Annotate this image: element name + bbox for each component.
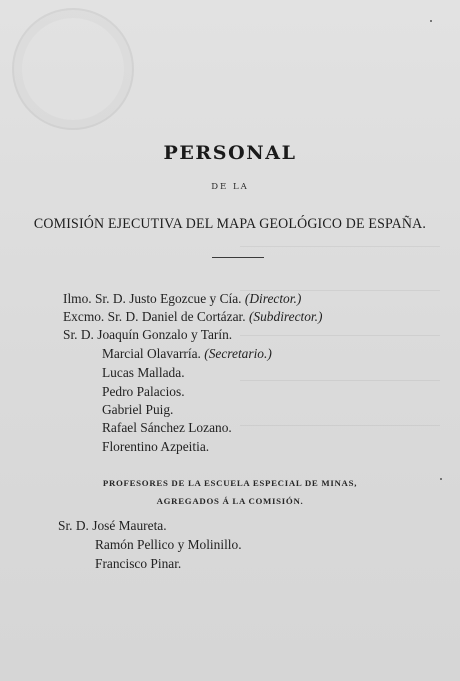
personnel-name: Florentino Azpeitia.	[102, 439, 210, 454]
personnel-entry	[102, 402, 173, 418]
professors-heading-line1: PROFESORES DE LA ESCUELA ESPECIAL DE MINAS,	[102, 478, 358, 488]
bleed-through-line	[240, 425, 440, 426]
personnel-role: (Subdirector.)	[248, 309, 323, 324]
personnel-entry	[102, 346, 272, 362]
bleed-through-line	[240, 335, 440, 336]
professors-heading-line2: AGREGADOS Á LA COMISIÓN.	[156, 496, 304, 506]
title-connector: DE LA	[211, 182, 249, 192]
personnel-name: Pedro Palacios.	[102, 384, 185, 399]
personnel-role: (Secretario.)	[204, 346, 272, 361]
faded-library-stamp	[12, 8, 134, 130]
professor-entry	[95, 556, 181, 572]
personnel-name: Marcial Olavarría.	[102, 346, 201, 361]
personnel-entry	[63, 327, 232, 343]
personnel-entry	[102, 420, 232, 436]
personnel-name: Excmo. Sr. D. Daniel de Cortázar.	[63, 309, 246, 324]
personnel-entry	[63, 309, 322, 325]
divider-rule	[212, 257, 264, 258]
page-subtitle: COMISIÓN EJECUTIVA DEL MAPA GEOLÓGICO DE ESPAÑA.	[33, 216, 427, 232]
professor-entry	[58, 518, 167, 534]
professor-name: Francisco Pinar.	[95, 556, 182, 571]
personnel-entry	[102, 384, 185, 400]
personnel-entry	[102, 439, 209, 455]
personnel-name: Sr. D. Joaquín Gonzalo y Tarín.	[63, 327, 233, 342]
bleed-through-line	[240, 246, 440, 247]
personnel-role: (Director.)	[244, 291, 302, 306]
personnel-name: Rafael Sánchez Lozano.	[102, 420, 232, 435]
page-title: PERSONAL	[163, 142, 297, 164]
bleed-through-line	[240, 380, 440, 381]
paper-spot	[430, 20, 432, 22]
personnel-entry	[102, 365, 185, 381]
professor-entry	[95, 537, 242, 553]
personnel-name: Gabriel Puig.	[102, 402, 174, 417]
professor-name: Ramón Pellico y Molinillo.	[95, 537, 242, 552]
personnel-name: Ilmo. Sr. D. Justo Egozcue y Cía.	[63, 291, 242, 306]
professor-name: Sr. D. José Maureta.	[58, 518, 167, 533]
personnel-name: Lucas Mallada.	[102, 365, 185, 380]
personnel-entry	[63, 291, 301, 307]
